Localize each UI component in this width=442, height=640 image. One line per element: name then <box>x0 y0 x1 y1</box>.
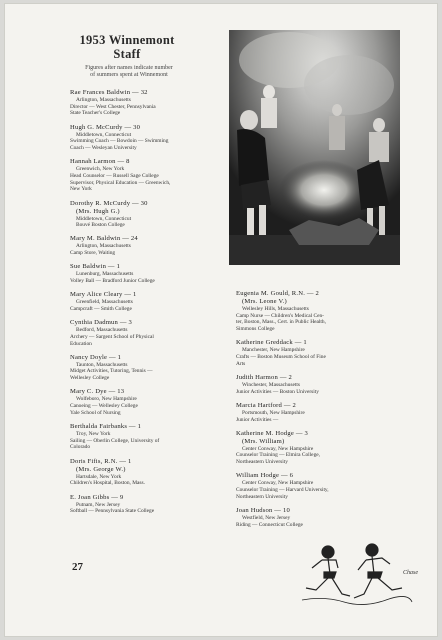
staff-entry <box>236 472 378 500</box>
staff-detail: Camp Nurse — Children's Medical Cen- <box>236 312 324 319</box>
staff-detail: New York <box>70 186 92 193</box>
title-line-1: 1953 Winnemont <box>79 33 175 47</box>
staff-detail: Portsmouth, New Hampshire <box>242 409 305 416</box>
staff-detail: Swimming Coach — Bowdoin — Swimming <box>70 138 169 145</box>
subtitle-line-2: of summers spent at Winnemont <box>90 72 168 78</box>
staff-detail: Arts <box>236 360 246 367</box>
cartoon-signature: Chase <box>403 570 418 576</box>
staff-name: Nancy Doyle — 1 <box>70 353 122 361</box>
staff-detail: Hartsdale, New York <box>76 473 122 480</box>
staff-entry <box>70 89 212 117</box>
staff-detail: Midget Activities, Tutoring, Tennis — <box>70 368 153 375</box>
subtitle-line-1: Figures after names indicate number <box>85 65 173 71</box>
staff-detail: Softball — Pennsylvania State College <box>70 508 155 515</box>
staff-entry <box>236 339 378 367</box>
staff-detail: ter, Boston, Mass., Cert. in Public Health, <box>236 319 326 326</box>
staff-detail: Lunenburg, Massachusetts <box>76 271 134 278</box>
staff-detail: Arlington, Massachusetts <box>76 97 131 103</box>
staff-entry <box>70 291 212 312</box>
staff-detail: Coach — Wesleyan University <box>70 145 137 152</box>
staff-column-right <box>236 290 378 535</box>
staff-name: Sue Baldwin — 1 <box>70 263 121 271</box>
staff-entry <box>70 263 212 284</box>
staff-detail: Wellesley Hills, Massachusetts <box>242 306 309 312</box>
staff-detail: Center Conway, New Hampshire <box>242 445 314 452</box>
page-subtitle <box>56 65 202 79</box>
staff-entry <box>70 458 212 487</box>
staff-detail: Camp Store, Waiting <box>70 250 116 257</box>
staff-detail: Counselor Training — Harvard University, <box>236 487 329 494</box>
staff-detail: Canoeing — Wellesley College <box>70 403 138 410</box>
staff-detail: Simmons College <box>236 326 275 333</box>
running-girls-cartoon <box>294 538 418 618</box>
staff-detail: Supervisor, Physical Education — Greenwich, <box>70 179 171 186</box>
staff-detail: (Mrs. George W.) <box>76 465 126 473</box>
staff-detail: Head Counselor — Russell Sage College <box>70 172 159 179</box>
campfire-photo <box>229 30 400 265</box>
staff-detail: Middletown, Connecticut <box>76 131 132 138</box>
staff-detail: Education <box>70 340 92 347</box>
staff-name: Katherine M. Hodge — 3 <box>236 429 308 437</box>
staff-detail: Yale School of Nursing <box>70 409 121 416</box>
staff-detail: Westfield, New Jersey <box>242 514 291 521</box>
staff-detail: Center Conway, New Hampshire <box>242 480 314 487</box>
page-number: 27 <box>72 561 83 573</box>
staff-detail: Counselor Training — Elmira College, <box>236 452 320 459</box>
staff-detail: State Teacher's College <box>70 110 121 117</box>
staff-detail: (Mrs. Leone V.) <box>242 298 287 305</box>
staff-detail: Wolfeboro, New Hampshire <box>76 396 137 403</box>
staff-name: Joan Hudson — 10 <box>236 506 290 514</box>
staff-entry <box>236 402 378 423</box>
staff-detail: Arlington, Massachusetts <box>76 243 131 250</box>
staff-name: Cynthia Dadmun — 3 <box>70 319 133 327</box>
staff-name: Hannah Larmon — 8 <box>70 158 130 166</box>
staff-name: Eugenia M. Gould, R.N. — 2 <box>236 290 320 297</box>
staff-entry <box>70 235 212 256</box>
staff-entry <box>70 423 212 451</box>
staff-name: Rae Frances Baldwin — 32 <box>70 89 148 96</box>
staff-detail: Bedford, Massachusetts <box>76 327 128 334</box>
staff-detail: Junior Activities — <box>236 416 279 423</box>
staff-detail: Northeastern University <box>236 459 288 466</box>
staff-detail: Taunton, Massachusetts <box>76 361 128 368</box>
staff-detail: Winchester, Massachusetts <box>242 381 300 388</box>
staff-detail: Putnam, New Jersey <box>76 501 121 508</box>
staff-detail: Bouvé Boston College <box>76 222 125 229</box>
staff-name: Dorothy R. McCurdy — 30 <box>70 199 148 207</box>
staff-detail: Director — West Chester, Pennsylvania <box>70 103 156 110</box>
staff-detail: Campcraft — Smith College <box>70 305 132 312</box>
staff-detail: Riding — Connecticut College <box>236 521 303 528</box>
staff-detail: (Mrs. William) <box>242 437 285 445</box>
running-girls-drawing <box>294 538 418 618</box>
campfire-photo-image <box>229 30 400 265</box>
staff-detail: Troy, New York <box>76 430 111 437</box>
staff-column-left <box>70 89 212 521</box>
staff-name: Doris Fifis, R.N. — 1 <box>70 457 132 465</box>
staff-name: Mary M. Baldwin — 24 <box>70 235 138 243</box>
staff-name: Hugh G. McCurdy — 30 <box>70 123 141 131</box>
staff-name: Marcia Hartford — 2 <box>236 401 297 409</box>
staff-detail: Archery — Sargent School of Physical <box>70 333 154 340</box>
staff-detail: Volley Ball — Bradford Junior College <box>70 278 155 285</box>
staff-detail: Greenfield, Massachusetts <box>76 299 133 306</box>
staff-detail: Crafts — Boston Museum School of Fine <box>236 354 326 361</box>
staff-name: Katherine Greddack — 1 <box>236 339 307 347</box>
staff-detail: Children's Hospital, Boston, Mass. <box>70 480 145 487</box>
staff-entry <box>236 374 378 395</box>
staff-entry <box>70 124 212 152</box>
staff-entry <box>70 388 212 416</box>
staff-detail: Colorado <box>70 444 91 451</box>
staff-entry <box>70 200 212 229</box>
staff-name: Berthalda Fairbanks — 1 <box>70 422 142 430</box>
staff-entry <box>236 430 378 466</box>
staff-detail: Wellesley College <box>70 375 110 382</box>
staff-detail: Junior Activities — Boston University <box>236 388 319 395</box>
staff-name: Judith Harmon — 2 <box>236 373 292 381</box>
staff-detail: Manchester, New Hampshire <box>242 347 305 354</box>
staff-name: E. Joan Gibbs — 9 <box>70 493 124 501</box>
staff-detail: (Mrs. Hugh G.) <box>76 207 120 215</box>
staff-entry <box>70 319 212 347</box>
staff-detail: Sailing — Oberlin College, University of <box>70 437 160 444</box>
staff-entry <box>70 494 212 515</box>
staff-detail: Middletown, Connecticut <box>76 215 132 222</box>
staff-entry <box>236 507 378 528</box>
staff-name: Mary Alice Cleary — 1 <box>70 291 137 299</box>
staff-name: Mary C. Dye — 13 <box>70 388 125 396</box>
title-line-2: Staff <box>113 47 141 61</box>
page-title <box>52 33 202 61</box>
staff-entry <box>70 158 212 193</box>
yearbook-page <box>4 3 438 637</box>
staff-entry <box>236 290 378 333</box>
staff-detail: Greenwich, New York <box>76 166 125 173</box>
staff-entry <box>70 354 212 382</box>
staff-name: William Hodge — 6 <box>236 472 294 480</box>
staff-detail: Northeastern University <box>236 493 288 500</box>
